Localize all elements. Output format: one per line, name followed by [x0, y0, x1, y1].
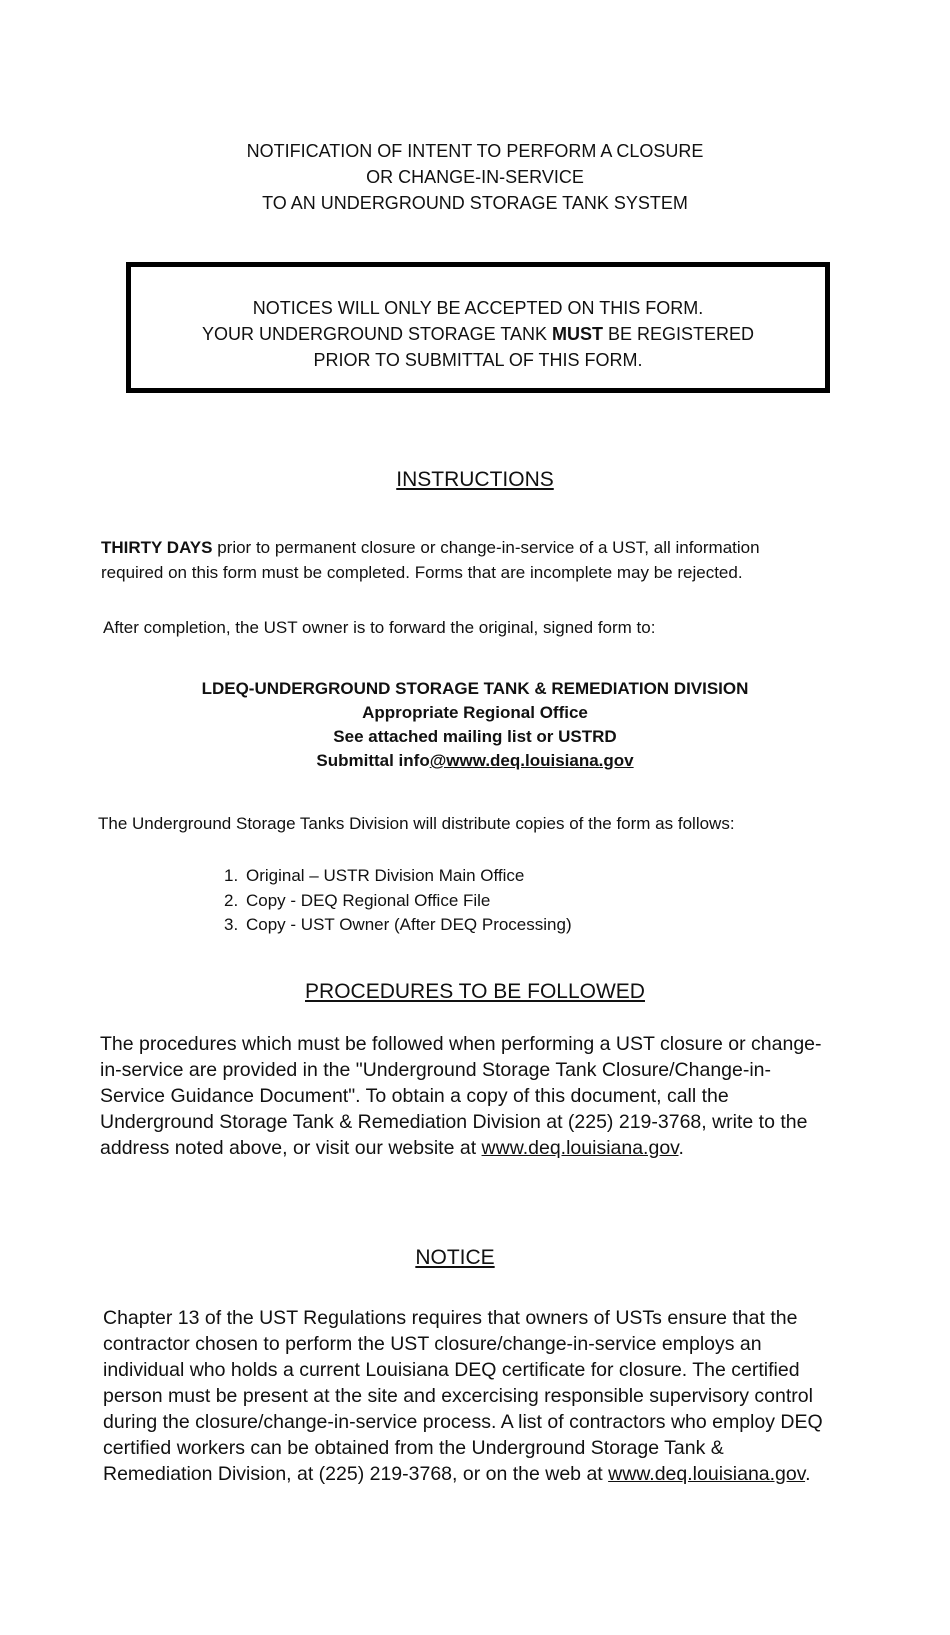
instructions-paragraph-1 — [101, 535, 901, 585]
mailing-line-4 — [0, 749, 950, 773]
mailing-line-1: LDEQ-UNDERGROUND STORAGE TANK & REMEDIATION DIVISION — [201, 679, 749, 698]
notice-line-7-post: . — [805, 1463, 811, 1485]
notice-box-line-3: PRIOR TO SUBMITTAL OF THIS FORM. — [313, 350, 643, 370]
mailing-line-4-pre: Submittal info — [316, 751, 430, 770]
notice-line-3: individual who holds a current Louisiana DEQ certificate for closure. The certified — [103, 1359, 800, 1381]
title-line-1: NOTIFICATION OF INTENT TO PERFORM A CLOSURE — [246, 141, 704, 161]
notice-paragraph — [103, 1305, 923, 1487]
list-item-text: Original – USTR Division Main Office — [246, 866, 525, 885]
mailing-line-3: See attached mailing list or USTRD — [333, 727, 617, 746]
instructions-p1-line-2: required on this form must be completed. Forms that are incomplete may be rejected. — [101, 563, 743, 582]
notice-line-1: Chapter 13 of the UST Regulations requires that owners of USTs ensure that the — [103, 1307, 798, 1329]
notice-line-4: person must be present at the site and excercising responsible supervisory control — [103, 1385, 813, 1407]
title-line-3: TO AN UNDERGROUND STORAGE TANK SYSTEM — [262, 193, 688, 213]
distribution-list — [224, 864, 572, 938]
form-title — [0, 138, 950, 216]
notice-line-2: contractor chosen to perform the UST closure/change-in-service employs an — [103, 1333, 762, 1355]
notice-box-line-1: NOTICES WILL ONLY BE ACCEPTED ON THIS FORM. — [252, 298, 704, 318]
deq-website-link[interactable]: www.deq.louisiana.gov — [481, 1137, 679, 1159]
notice-line-7-pre: Remediation Division, at (225) 219-3768, or on the web at — [103, 1463, 609, 1485]
list-item-number: 2. — [224, 890, 239, 910]
procedures-line-4: Underground Storage Tank & Remediation Division at (225) 219-3768, write to the — [100, 1111, 808, 1133]
notice-line-5: during the closure/change-in-service process. A list of contractors who employ DEQ — [103, 1411, 823, 1433]
list-item-text: Copy - UST Owner (After DEQ Processing) — [246, 915, 572, 934]
notice-box-line-2-pre: YOUR UNDERGROUND STORAGE TANK — [201, 324, 552, 344]
notice-heading: NOTICE — [415, 1246, 495, 1269]
procedures-line-5 — [100, 1135, 920, 1161]
list-item-number: 3. — [224, 915, 239, 934]
procedures-line-1: The procedures which must be followed when performing a UST closure or change- — [100, 1033, 822, 1055]
submittal-info-link[interactable]: @www.deq.louisiana.gov — [429, 751, 634, 770]
notice-line-6: certified workers can be obtained from the Underground Storage Tank & — [103, 1437, 724, 1459]
notice-box-line-2-post: BE REGISTERED — [603, 324, 755, 344]
notice-line-7 — [103, 1461, 923, 1487]
list-item-text: Copy - DEQ Regional Office File — [246, 890, 491, 910]
distribution-intro: The Underground Storage Tanks Division will distribute copies of the form as follows: — [98, 814, 735, 833]
mailing-line-2: Appropriate Regional Office — [362, 703, 588, 722]
procedures-line-5-pre: address noted above, or visit our website at — [100, 1137, 482, 1159]
mailing-address-block — [0, 677, 950, 773]
acceptance-notice-box — [126, 262, 830, 393]
instructions-p1-line-1 — [101, 535, 901, 560]
procedures-heading: PROCEDURES TO BE FOLLOWED — [305, 980, 645, 1003]
list-item-number: 1. — [224, 866, 239, 885]
notice-box-line-2 — [131, 321, 825, 347]
title-line-2: OR CHANGE-IN-SERVICE — [366, 167, 584, 187]
list-item — [224, 889, 572, 914]
procedures-line-3: Service Guidance Document". To obtain a copy of this document, call the — [100, 1085, 729, 1107]
notice-box-must: MUST — [552, 324, 603, 344]
procedures-line-2: in-service are provided in the "Underground Storage Tank Closure/Change-in- — [100, 1059, 772, 1081]
list-item — [224, 913, 572, 938]
list-item — [224, 864, 572, 889]
procedures-line-5-post: . — [678, 1137, 684, 1159]
thirty-days-text: THIRTY DAYS — [101, 538, 213, 557]
instructions-p1-line-1-rest: prior to permanent closure or change-in-service of a UST, all information — [212, 538, 760, 557]
instructions-heading: INSTRUCTIONS — [396, 468, 554, 491]
procedures-paragraph — [100, 1031, 920, 1161]
instructions-paragraph-2: After completion, the UST owner is to forward the original, signed form to: — [103, 618, 656, 637]
deq-website-link-notice[interactable]: www.deq.louisiana.gov — [608, 1463, 806, 1485]
